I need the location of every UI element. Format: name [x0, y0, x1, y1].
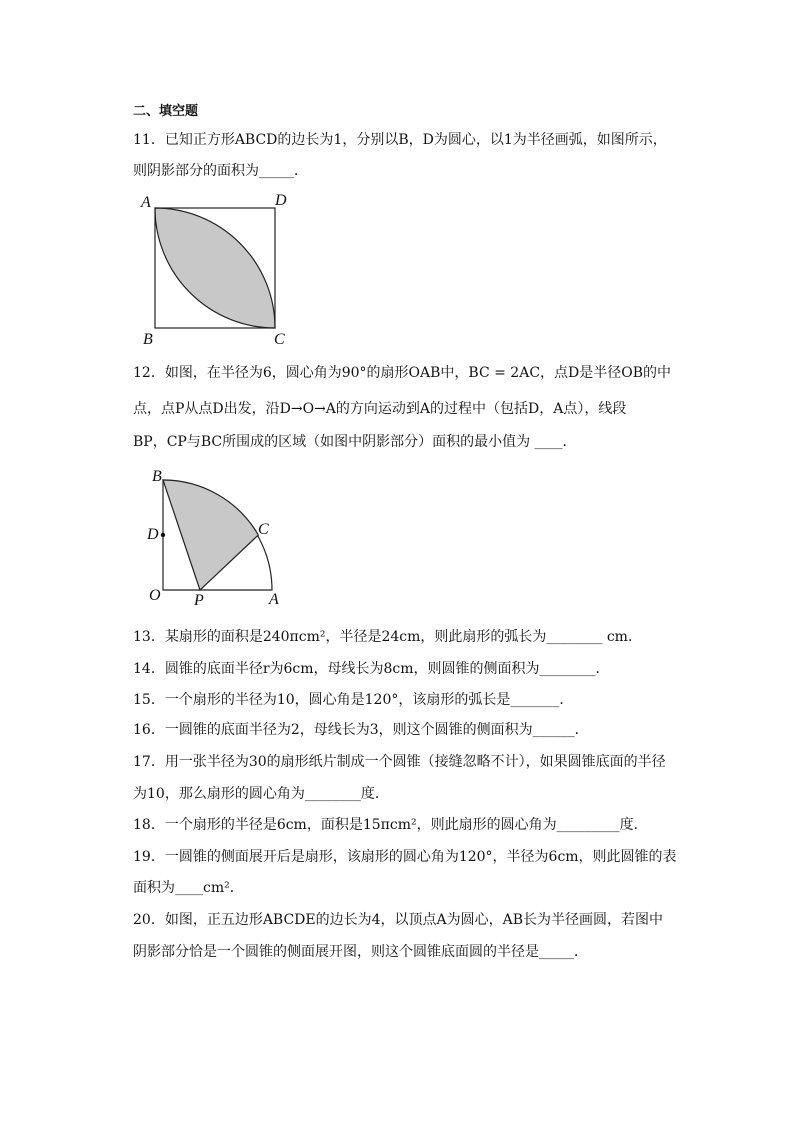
q11-shaded-lens [155, 208, 275, 328]
q12-label-p: P [194, 592, 204, 609]
q19-line2: 面积为____cm²． [133, 880, 244, 896]
q12-line2: 点，点P从点D出发，沿D→O→A的方向运动到A的过程中（包括D，A点），线段 [133, 401, 627, 417]
q20-line2: 阴影部分恰是一个圆锥的侧面展开图，则这个圆锥底面圆的半径是_____． [133, 944, 588, 960]
q20-line1: 20．如图，正五边形ABCDE的边长为4，以顶点A为圆心，AB长为半径画圆，若图中 [133, 912, 664, 928]
q12-line3: BP，CP与BC所围成的区域（如图中阴影部分）面积的最小值为 ____． [133, 434, 577, 450]
q12-point-d [161, 533, 165, 537]
q18-text: 18．一个扇形的半径是6cm，面积是15πcm²，则此扇形的圆心角为_________度． [133, 817, 648, 833]
q11-label-a: A [141, 194, 151, 211]
q12-label-a: A [269, 591, 279, 608]
q12-figure-sector [135, 466, 295, 611]
q15-text: 15．一个扇形的半径为10，圆心角是120°，该扇形的弧长是_______． [133, 692, 574, 708]
section-title: 二、填空题 [133, 104, 199, 119]
q12-line1: 12．如图，在半径为6，圆心角为90°的扇形OAB中，BC = 2AC，点D是半径OB的中 [133, 365, 672, 381]
q12-label-b: B [152, 468, 162, 485]
q12-shaded-region [163, 480, 258, 590]
q17-line2: 为10，那么扇形的圆心角为________度． [133, 786, 389, 802]
q11-line2: 则阴影部分的面积为_____． [133, 163, 308, 179]
q11-figure-square-arcs [135, 188, 305, 350]
q11-label-d: D [275, 192, 287, 209]
q14-text: 14．圆锥的底面半径r为6cm，母线长为8cm，则圆锥的侧面积为________． [133, 661, 610, 677]
q12-label-o: O [149, 587, 161, 604]
q13-text: 13．某扇形的面积是240πcm²，半径是24cm，则此扇形的弧长为________ cm． [133, 629, 642, 645]
q19-line1: 19．一圆锥的侧面展开后是扇形，该扇形的圆心角为120°，半径为6cm，则此圆锥的表 [133, 849, 677, 865]
q11-line1: 11．已知正方形ABCD的边长为1，分别以B，D为圆心，以1为半径画弧，如图所示， [133, 132, 667, 148]
q12-label-c: C [258, 521, 269, 538]
q11-label-c: C [274, 331, 285, 348]
q16-text: 16．一圆锥的底面半径为2，母线长为3，则这个圆锥的侧面积为______． [133, 722, 589, 738]
q12-label-d: D [147, 526, 159, 543]
q17-line1: 17．用一张半径为30的扇形纸片制成一个圆锥（接缝忽略不计），如果圆锥底面的半径 [133, 754, 666, 770]
q11-label-b: B [143, 331, 153, 348]
